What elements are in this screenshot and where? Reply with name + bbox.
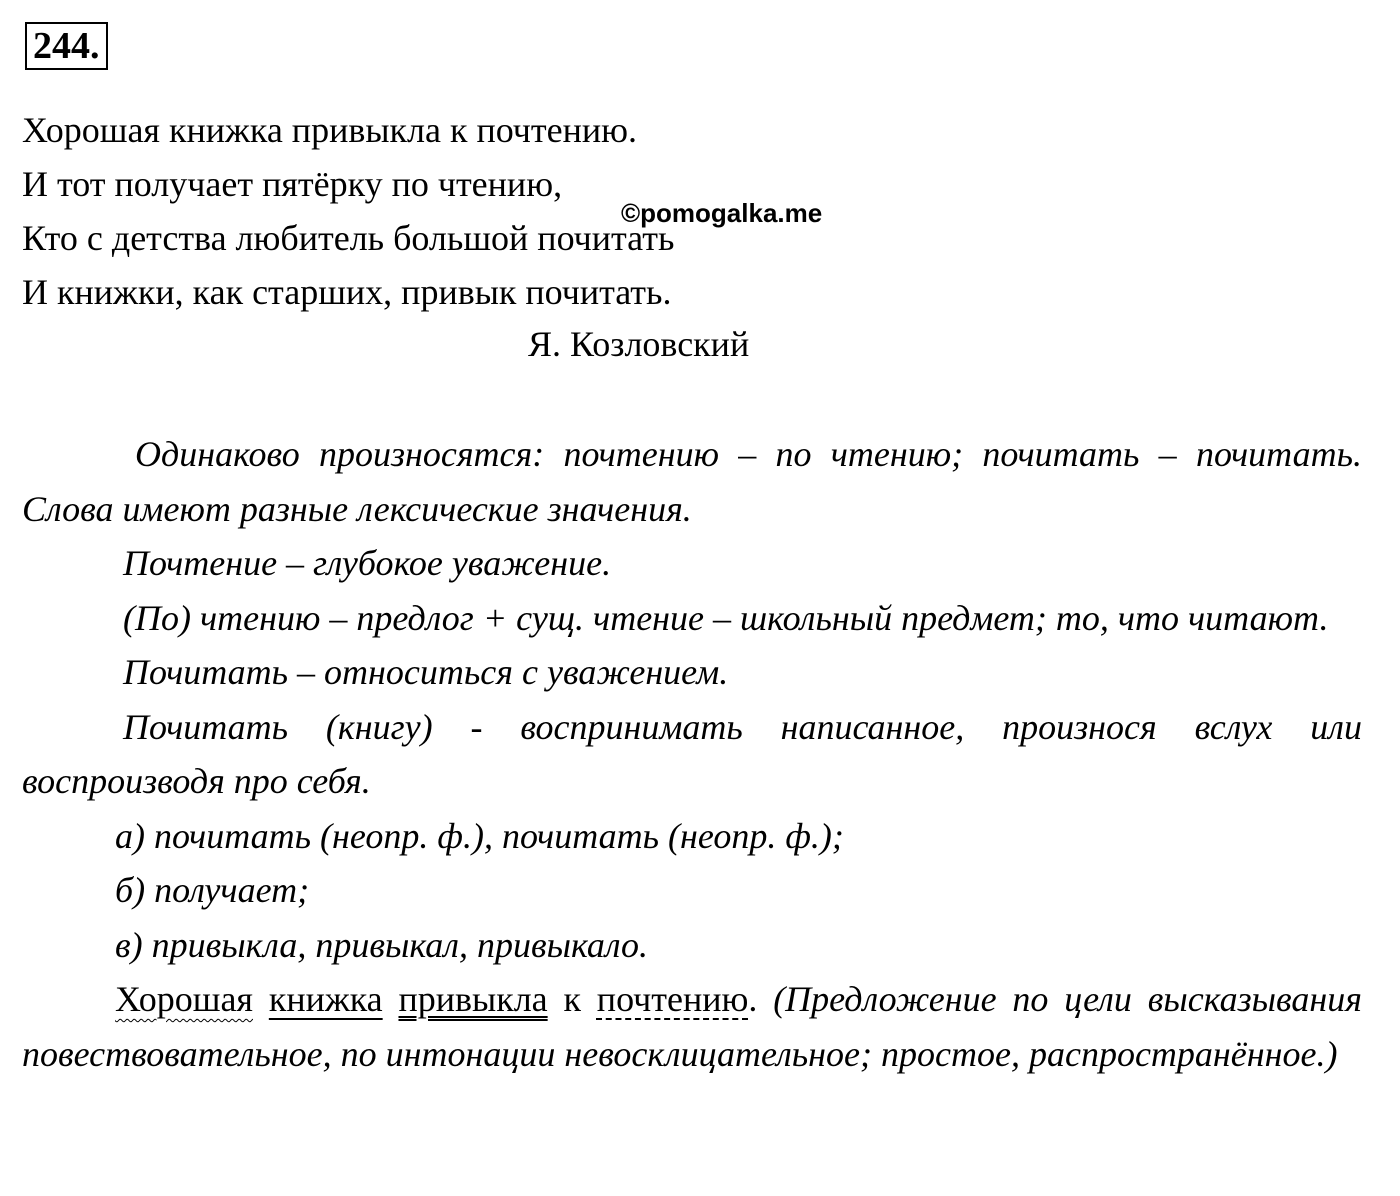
word-adjective-definition: Хорошая <box>115 979 253 1019</box>
poem-line-4: И книжки, как старших, привык почитать. <box>22 272 672 312</box>
task-number-box: 244. <box>25 22 108 70</box>
analysis-paragraph-po-chteniyu: (По) чтению – предлог + сущ. чтение – школьный предмет; то, что читают. <box>123 597 1329 638</box>
word-object: почтению <box>596 979 749 1019</box>
analysis-paragraph-pochitat-read: Почитать (книгу) - воспринимать написанное, произнося вслух или воспроизводя про себя. <box>22 706 1362 801</box>
analysis-paragraph-pochtenie: Почтение – глубокое уважение. <box>123 543 612 583</box>
word-predicate: привыкла <box>398 979 548 1019</box>
watermark: ©pomogalka.me <box>621 198 823 228</box>
sentence-characteristics: (Предложение по цели высказывания повествовательное, по интонации невосклицательное; простое, распространённое.) <box>22 979 1363 1074</box>
poem-line-3: Кто с детства любитель большой почитать <box>22 218 675 258</box>
sentence-parse <box>22 972 1362 1081</box>
analysis <box>22 427 1362 1081</box>
answer-b: б) получает; <box>115 870 310 910</box>
sentence-period: . <box>748 979 758 1019</box>
analysis-paragraph-pochitat-respect: Почитать – относиться с уважением. <box>123 652 729 692</box>
poem-line-1: Хорошая книжка привыкла к почтению. <box>22 110 638 150</box>
word-subject: книжка <box>268 979 383 1019</box>
word-preposition: к <box>563 979 581 1019</box>
poem-line-2: И тот получает пятёрку по чтению, <box>22 164 563 204</box>
answer-a: а) почитать (неопр. ф.), почитать (неопр. ф.); <box>115 815 844 856</box>
answer-c: в) привыкла, привыкал, привыкало. <box>115 924 649 965</box>
poem-author: Я. Козловский <box>528 324 750 364</box>
analysis-paragraph-pronunciation: Одинаково произносятся: почтению – по чтению; почитать – почитать. Слова имеют разные лексические значения. <box>22 434 1362 529</box>
